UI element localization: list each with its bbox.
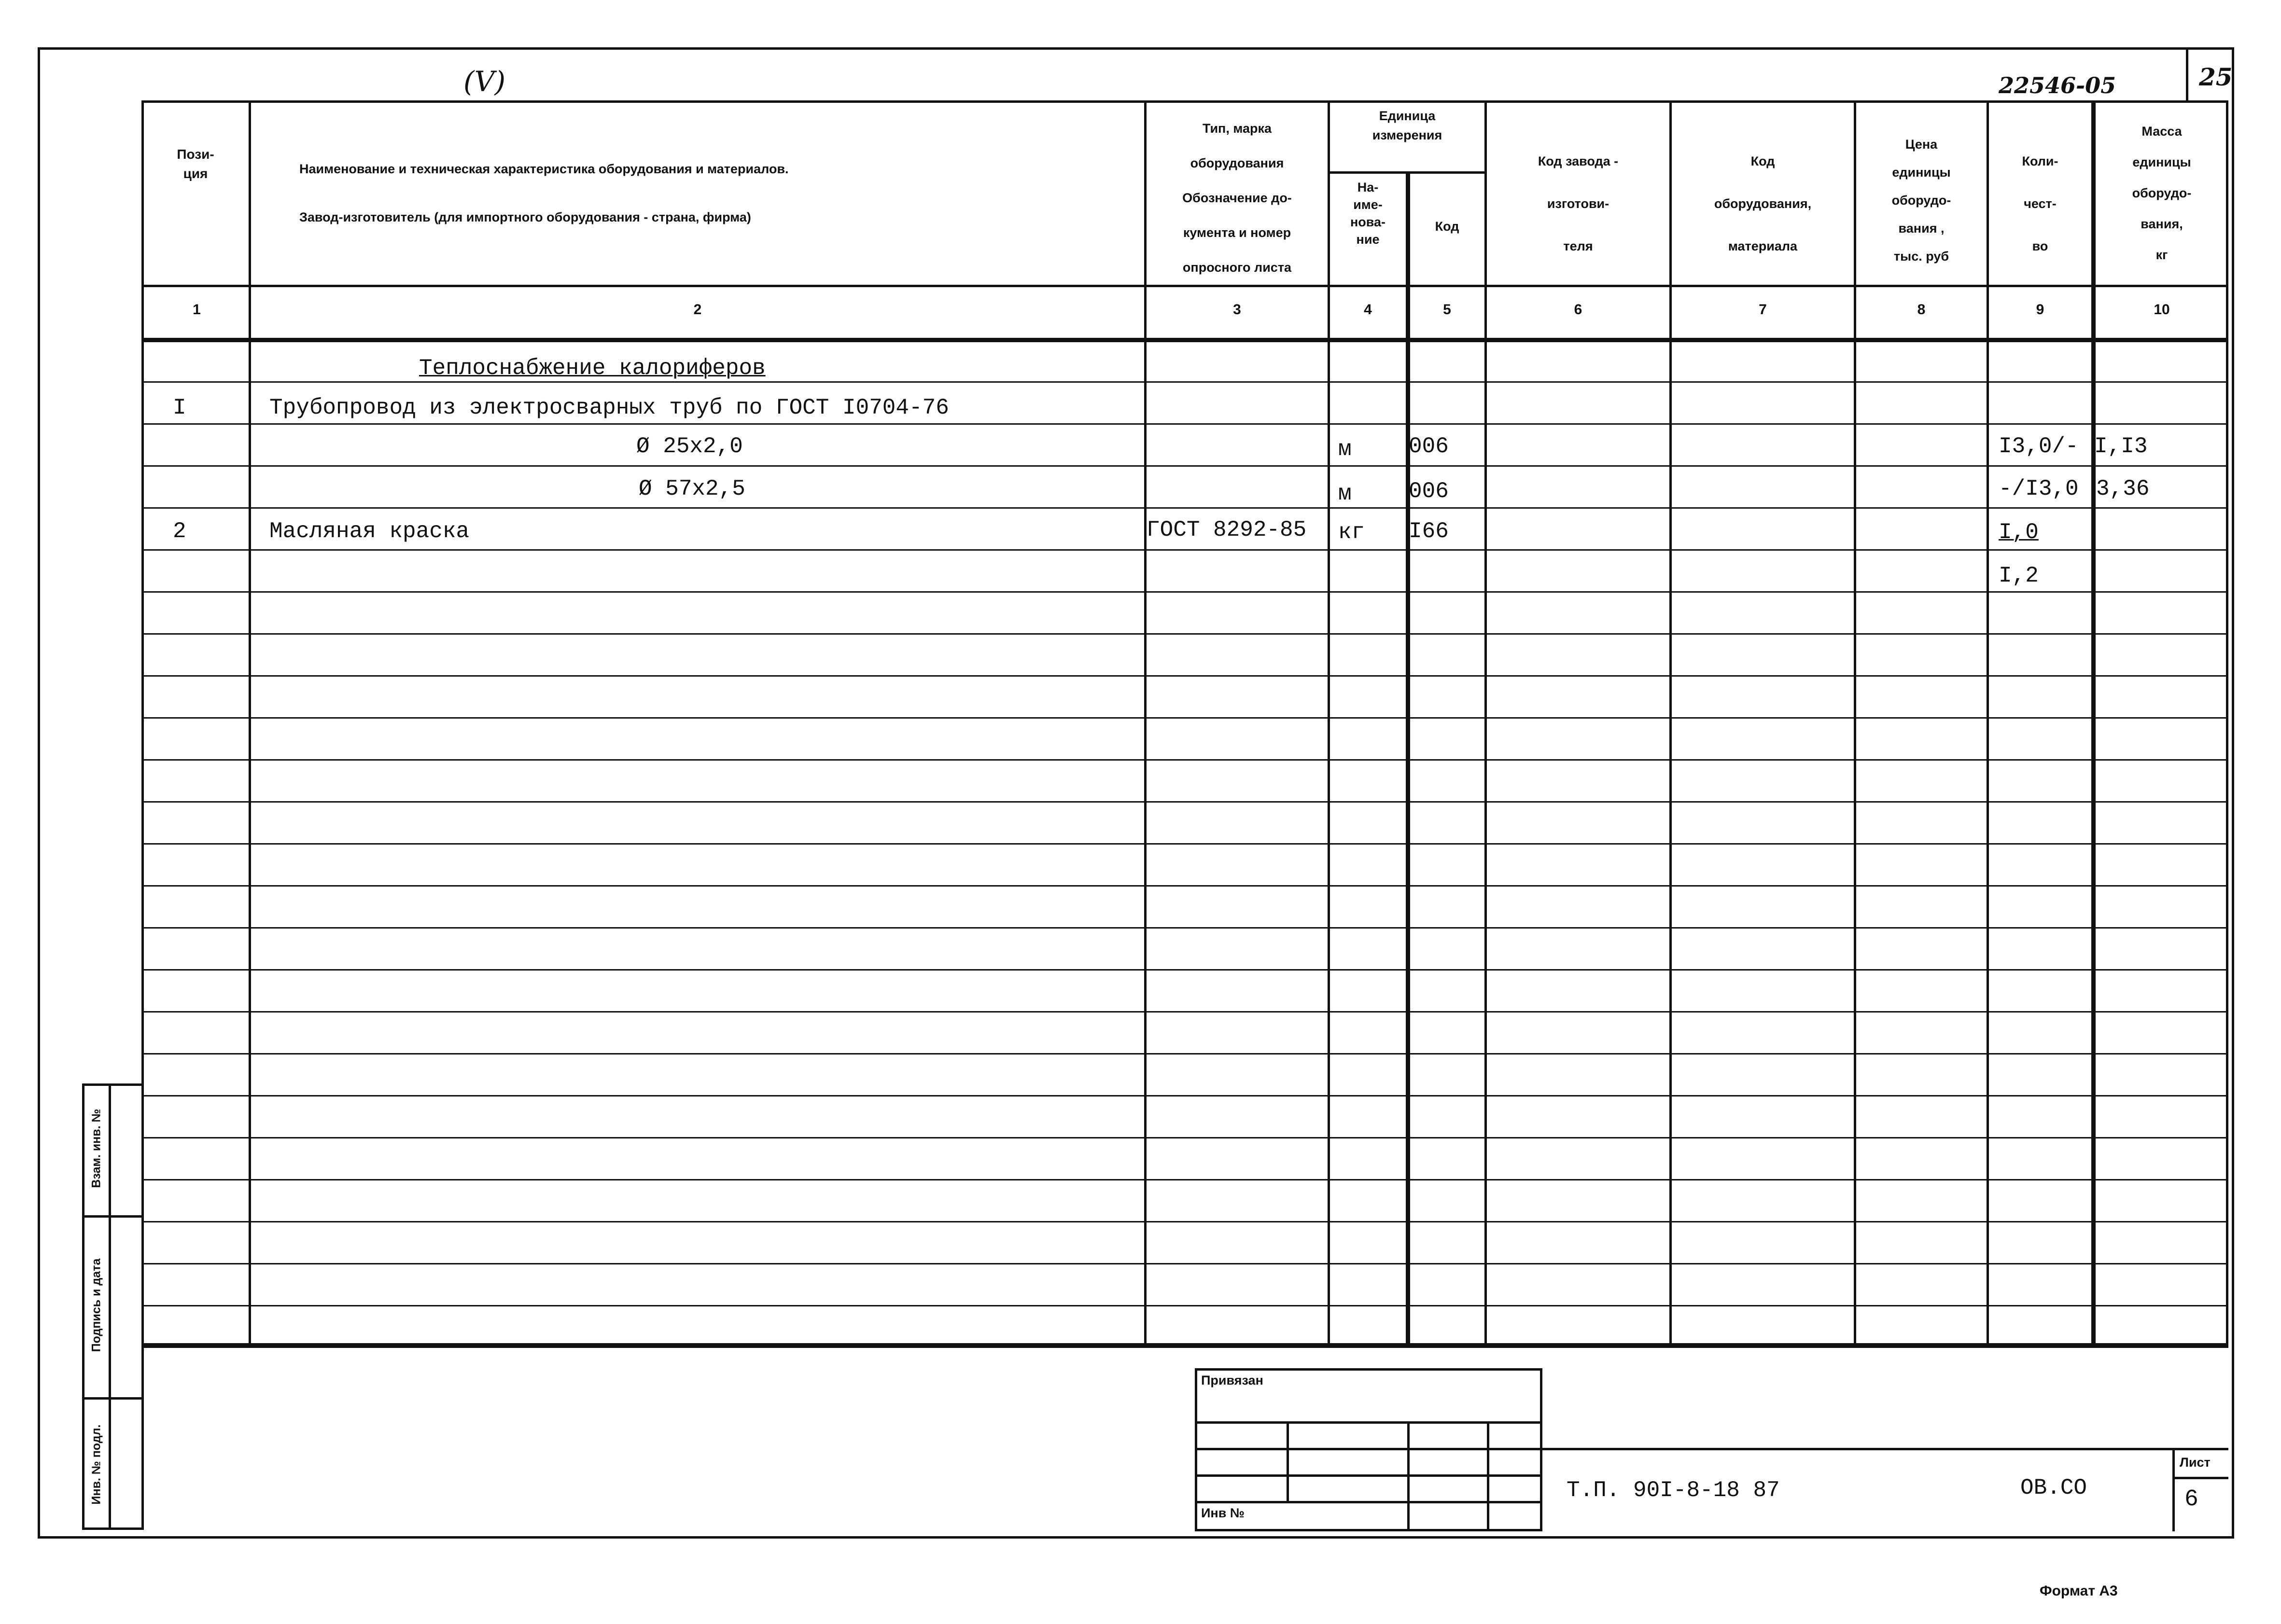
header-name: Наименование и техническая характеристика оборудования и материалов. Завод-изготовитель (для импортного оборудования - страна, фирма)	[299, 162, 789, 224]
privyazan-line-4	[1195, 1501, 1542, 1503]
colnum-4: 4	[1364, 302, 1372, 318]
row-separator	[141, 1137, 2228, 1138]
row-3-unit: м	[1338, 481, 1352, 506]
privyazan-line-1	[1195, 1421, 1542, 1424]
row-separator	[141, 465, 2228, 467]
header-position: Пози-ция	[177, 147, 214, 181]
row-separator	[141, 1305, 2228, 1306]
row-4-type: ГОСТ 8292-85	[1147, 517, 1307, 542]
row-separator	[141, 801, 2228, 803]
row-4-unit: кг	[1338, 520, 1365, 545]
row-separator	[141, 507, 2228, 509]
header-unit-code: Код	[1435, 219, 1459, 234]
row-separator	[141, 843, 2228, 845]
row-2-quantity: I3,0/-	[1999, 434, 2079, 459]
privyazan-vline-2	[1407, 1421, 1410, 1531]
row-4-position: 2	[173, 519, 186, 544]
row-2-code: 006	[1409, 434, 1449, 459]
side-stamp-line-1	[82, 1215, 144, 1218]
designation: Т.П. 90I-8-18 87	[1567, 1478, 1780, 1503]
side-stamp-sign-date: Подпись и дата	[89, 1258, 103, 1352]
privyazan-line-3	[1195, 1474, 1542, 1477]
header-unit-group: Единица измерения	[1372, 109, 1442, 142]
colnum-3: 3	[1233, 302, 1241, 318]
privyazan-line-2	[1195, 1448, 1542, 1450]
row-separator	[141, 549, 2228, 551]
header-factory-code: Код завода - изготови- теля	[1538, 154, 1619, 253]
header-price: Цена единицы оборудо- вания , тыс. руб	[1891, 137, 1951, 264]
row-separator	[141, 717, 2228, 719]
col-line-9	[2091, 100, 2096, 1346]
row-separator	[141, 1263, 2228, 1264]
header-bottom-line	[141, 285, 2228, 287]
colnum-10: 10	[2154, 302, 2170, 318]
row-4-quantity: I,0	[1999, 520, 2039, 545]
col-line-2	[1144, 100, 1147, 1346]
row-separator	[141, 1179, 2228, 1180]
row-1-name: Трубопровод из электросварных труб по ГОСТ I0704-76	[269, 395, 949, 420]
inv-number-label: Инв №	[1201, 1506, 1245, 1520]
row-section-title: Теплоснабжение калориферов	[419, 356, 766, 381]
row-separator	[141, 675, 2228, 677]
header-type: Тип, марка оборудования Обозначение до- кумента и номер опросного листа	[1182, 121, 1292, 275]
row-2-mass: I,I3	[2094, 434, 2148, 459]
row-4-code: I66	[1409, 519, 1449, 544]
side-stamp-inv-orig: Инв. № подл.	[89, 1424, 103, 1505]
row-separator	[141, 1011, 2228, 1013]
format-label: Формат А3	[2040, 1583, 2118, 1599]
row-separator	[141, 381, 2228, 383]
colnum-2: 2	[693, 302, 702, 318]
row-separator	[141, 591, 2228, 593]
header-unit-name: На-име-нова-ние	[1350, 180, 1386, 247]
row-separator	[141, 927, 2228, 929]
colnum-1: 1	[193, 302, 201, 318]
row-separator	[141, 759, 2228, 761]
sheet-mark: 25	[2199, 63, 2233, 91]
row-separator	[141, 1053, 2228, 1055]
row-separator	[141, 1095, 2228, 1097]
row-5-quantity: I,2	[1999, 563, 2039, 588]
col-line-6	[1669, 100, 1672, 1346]
side-stamp-replace-inv: Взам. инв. №	[89, 1109, 103, 1188]
row-2-unit: м	[1338, 437, 1352, 462]
row-3-mass: 3,36	[2096, 476, 2150, 501]
row-3-name: Ø 57х2,5	[639, 476, 745, 501]
row-3-quantity: -/I3,0	[1999, 476, 2079, 501]
privyazan-label: Привязан	[1201, 1373, 1263, 1388]
doc-code: 22546-05	[1999, 72, 2116, 98]
section-code: ОВ.СО	[2020, 1475, 2087, 1500]
variant-mark: (V)	[463, 65, 506, 98]
row-3-code: 006	[1409, 479, 1449, 504]
colnum-bottom-line	[141, 338, 2228, 342]
spec-table	[141, 100, 2228, 1346]
row-1-position: I	[173, 395, 186, 420]
sheet-number: 6	[2184, 1486, 2198, 1513]
row-separator	[141, 885, 2228, 887]
privyazan-vline-1	[1287, 1421, 1289, 1501]
col-line-5	[1484, 100, 1487, 1346]
row-separator	[141, 633, 2228, 635]
header-equipment-code: Код оборудования, материала	[1714, 154, 1812, 253]
row-2-name: Ø 25х2,0	[636, 434, 743, 459]
sheet-box-line	[2172, 1477, 2228, 1479]
header-mass: Масса единицы оборудо- вания, кг	[2132, 124, 2192, 262]
col-line-1	[249, 100, 251, 1346]
colnum-8: 8	[1917, 302, 1926, 318]
colnum-6: 6	[1574, 302, 1582, 318]
row-separator	[141, 969, 2228, 971]
colnum-7: 7	[1759, 302, 1767, 318]
header-quantity: Коли- чест- во	[2022, 154, 2058, 253]
unit-group-line	[1328, 171, 1484, 174]
col-line-4	[1406, 171, 1410, 1346]
privyazan-vline-3	[1487, 1421, 1489, 1531]
row-4-name: Масляная краска	[269, 519, 470, 544]
row-separator	[141, 423, 2228, 425]
stamp-top-line	[141, 1346, 2228, 1348]
col-line-3	[1328, 100, 1330, 1346]
sheet-mark-divider	[2186, 47, 2188, 101]
col-line-8	[1987, 100, 1989, 1346]
side-stamp-divider	[109, 1083, 111, 1530]
colnum-9: 9	[2036, 302, 2044, 318]
sheet-label: Лист	[2180, 1455, 2211, 1470]
row-separator	[141, 1221, 2228, 1222]
col-line-7	[1854, 100, 1856, 1346]
colnum-5: 5	[1443, 302, 1451, 318]
